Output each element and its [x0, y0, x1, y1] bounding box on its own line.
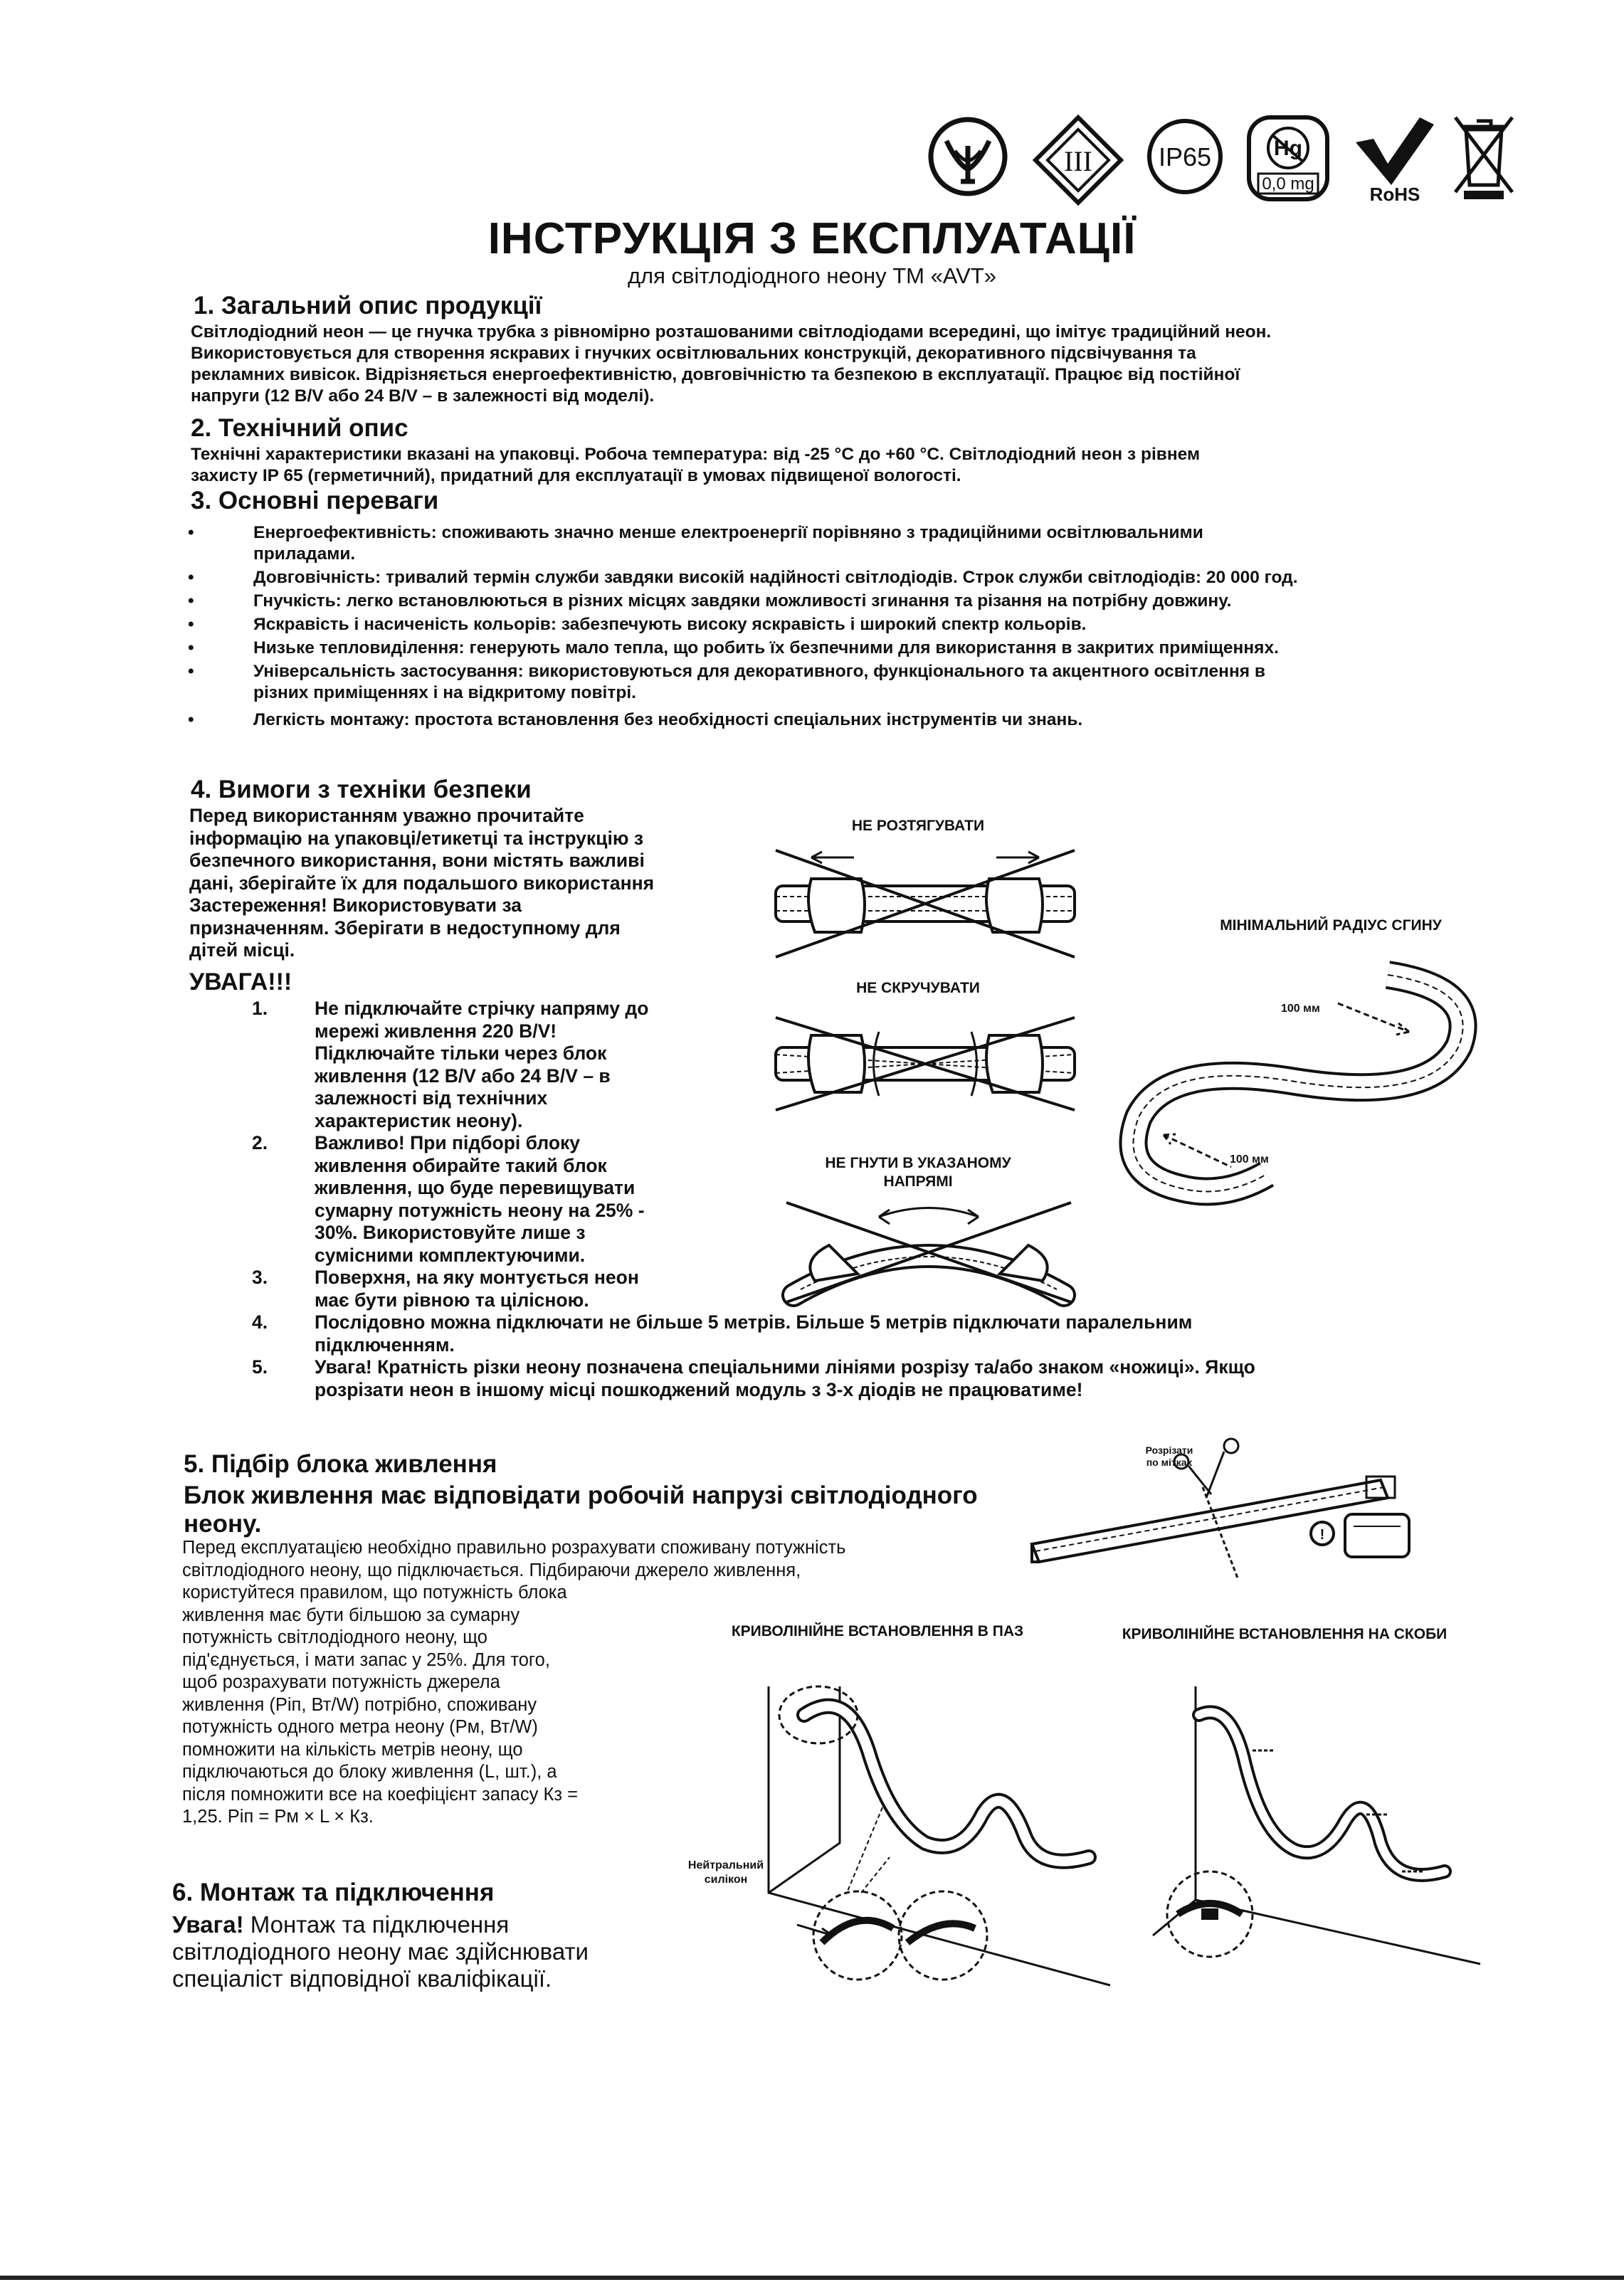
no-bend-line: НАПРЯМІ: [883, 1173, 953, 1190]
section-4-heading: 4. Вимоги з техніки безпеки: [191, 776, 532, 803]
s5-line: живлення (Рiп, Вт/W) потрібно, споживану: [182, 1694, 537, 1715]
no-stretch-label: НЕ РОЗТЯГУВАТИ: [851, 818, 985, 834]
ukrsepro-mark-icon: [925, 114, 1011, 199]
list-number: 1.: [252, 998, 268, 1019]
item-line: Поверхня, на яку монтується неон: [315, 1267, 639, 1288]
item-line: сумарну потужність неону на 25% -: [315, 1199, 645, 1221]
min-radius-label: МІНІМАЛЬНИЙ РАДІУС СГИНУ: [1220, 917, 1442, 934]
section-1-body: [191, 322, 1443, 407]
benefit-line: Низьке тепловиділення: генерують мало тепла, що робить їх безпечними для використання в закритих приміщеннях.: [253, 638, 1279, 657]
rohs-text: RoHS: [1369, 184, 1420, 205]
s6-line: світлодіодного неону має здійснювати: [172, 1938, 589, 1965]
benefit-line: різних приміщеннях і на відкритому повітрі.: [253, 683, 636, 702]
item-line: Підключайте тільки через блок: [315, 1042, 607, 1064]
radius-top-label: 100 мм: [1281, 1003, 1320, 1015]
list-item: [252, 1311, 1453, 1356]
s5-line: помножити на кількість метрів неону, що: [182, 1739, 523, 1760]
item-line: Не підключайте стрічку напряму до: [315, 998, 649, 1019]
s5-line: світлодіодного неону, що підключається. Підбираючи джерело живлення,: [182, 1560, 801, 1580]
benefit-line: Довговічність: тривалий термін служби завдяки високій надійності світлодіодів. Строк служби світлодіодів: 20 000 год.: [253, 568, 1298, 587]
page-title: ІНСТРУКЦІЯ З ЕКСПЛУАТАЦІЇ: [487, 214, 1137, 263]
s5-line: 1,25. Рiп = Рм × L × Кз.: [182, 1807, 374, 1827]
certification-icons: [925, 114, 1523, 206]
s1-line: Світлодіодний неон — це гнучка трубка з рівномірно розташованими світлодіодами всередині, що імітує традиційний неон.: [191, 322, 1272, 342]
item-line: Важливо! При підборі блоку: [315, 1132, 581, 1153]
hg-text: Hg: [1274, 137, 1302, 160]
s1-line: Використовується для створення яскравих і гнучких освітлювальних конструкцій, декоративного підсвічування та: [191, 344, 1196, 363]
benefit-line: Універсальність застосування: використовуються для декоративного, функціонального та акцентного освітлення в: [253, 662, 1265, 681]
benefit-line: Гнучкість: легко встановлюються в різних місцях завдяки можливості згинання та різання на потрібну довжину.: [253, 591, 1232, 611]
item-line: підключенням.: [315, 1333, 455, 1356]
s1-line: напруги (12 В/V або 24 В/V – в залежності від моделі).: [191, 386, 655, 406]
s2-line: захисту IP 65 (герметичний), придатний для експлуатації в умовах підвищеної вологості.: [191, 466, 961, 485]
section-5-heading: 5. Підбір блока живлення: [184, 1450, 497, 1478]
section-2-heading: 2. Технічний опис: [191, 414, 408, 442]
item-line: живлення (12 В/V або 24 В/V – в: [315, 1065, 611, 1087]
bullet-icon: •: [188, 591, 194, 611]
rohs-check-icon: [1352, 114, 1438, 203]
bullet-icon: •: [188, 710, 194, 729]
bracket-install-figure: [1139, 1658, 1494, 2000]
s6-warning-lead: Увага!: [172, 1911, 244, 1938]
s5-line: під'єднується, і мати запас у 25%. Для того,: [182, 1649, 550, 1670]
s5-line: потужність світлодіодного неону, що: [182, 1627, 487, 1647]
s1-line: рекламних вивісок. Відрізняється енергоефективністю, довговічністю та безпекою в експлуатації. Працює від постійної: [191, 365, 1240, 384]
mercury-free-icon: [1245, 114, 1331, 203]
silicone-line: силікон: [704, 1874, 748, 1886]
hg-value-text: 0,0 mg: [1262, 174, 1314, 194]
ip65-circle-icon: [1142, 114, 1228, 199]
s5-line: після помножити все на коефіцієнт запасу Кз =: [182, 1784, 578, 1805]
list-item: [188, 614, 1463, 635]
s5-line: живлення має бути більшою за сумарну: [182, 1605, 520, 1625]
section-1-heading: 1. Загальний опис продукції: [194, 292, 542, 319]
subheading-line: неону.: [184, 1510, 262, 1538]
radius-bottom-label: 100 мм: [1230, 1153, 1269, 1166]
svg-text:!: !: [1319, 1527, 1325, 1543]
item-line: 30%. Використовуйте лише з: [315, 1222, 586, 1243]
bullet-icon: •: [188, 523, 194, 542]
list-number: 2.: [252, 1132, 268, 1153]
list-number: 5.: [252, 1356, 268, 1378]
list-item: [188, 638, 1463, 659]
silicone-label: [680, 1859, 772, 1887]
bullet-icon: •: [188, 638, 194, 657]
item-line: розрізати неон в іншому місці пошкоджений модуль з 3-х діодів не працюватиме!: [315, 1378, 1083, 1400]
subheading-line: Блок живлення має відповідати робочій напрузі світлодіодного: [184, 1481, 978, 1509]
no-bend-figure: [772, 1195, 1085, 1309]
s5-line: Перед експлуатацією необхідно правильно розрахувати споживану потужність: [182, 1538, 846, 1558]
item-line: живлення обирайте такий блок: [315, 1154, 607, 1176]
list-item: [252, 1356, 1453, 1401]
min-radius-figure: [1082, 961, 1502, 1231]
benefit-line: приладами.: [253, 544, 356, 564]
s5-line: користуйтеся правилом, що потужність блока: [182, 1583, 567, 1602]
no-bend-line: НЕ ГНУТИ В УКАЗАНОМУ: [825, 1155, 1011, 1171]
groove-install-figure: [754, 1658, 1124, 2000]
item-line: залежності від технічних: [315, 1087, 548, 1109]
benefit-line: Легкість монтажу: простота встановлення без необхідності спеціальних інструментів чи знань.: [253, 710, 1083, 729]
benefit-line: Яскравість і насиченість кольорів: забезпечують високу яскравість і широкий спектр кольорів.: [253, 615, 1087, 634]
bracket-install-label: КРИВОЛІНІЙНЕ ВСТАНОВЛЕННЯ НА СКОБИ: [1122, 1626, 1448, 1642]
no-twist-figure: [761, 1003, 1089, 1124]
s2-line: Технічні характеристики вказані на упаковці. Робоча температура: від -25 °С до +60 °С. Світлодіодний неон з рівнем: [191, 445, 1201, 464]
intro-line: призначенням. Зберігати в недоступному для: [189, 917, 621, 939]
section-3-heading: 3. Основні переваги: [191, 487, 439, 514]
list-item: [188, 522, 1463, 565]
list-item: [188, 661, 1463, 704]
item-line: мережі живлення 220 В/V!: [315, 1020, 557, 1042]
silicone-line: Нейтральний: [687, 1859, 764, 1871]
no-stretch-figure: [761, 843, 1089, 964]
no-bend-label: [783, 1154, 1053, 1191]
item-line: характеристик неону).: [315, 1109, 523, 1131]
list-number: 4.: [252, 1311, 268, 1333]
s6-first-line-rest: Монтаж та підключення: [243, 1911, 510, 1938]
cut-line: Розрізати: [1145, 1444, 1193, 1456]
scan-edge-divider: [0, 2276, 1624, 2280]
item-line: живлення, що буде перевищувати: [315, 1177, 636, 1198]
page-subtitle: для світлодіодного неону ТМ «AVT»: [627, 263, 997, 288]
safety-intro: [189, 805, 730, 962]
list-item: [188, 591, 1463, 612]
s6-line: спеціаліст відповідної кваліфікації.: [172, 1965, 552, 1992]
intro-line: Перед використанням уважно прочитайте: [189, 805, 584, 826]
groove-install-label: КРИВОЛІНІЙНЕ ВСТАНОВЛЕННЯ В ПАЗ: [731, 1623, 1024, 1639]
s5-line: підключаються до блоку живлення (L, шт.), а: [182, 1762, 557, 1782]
s5-line: щоб розрахувати потужність джерела: [182, 1672, 500, 1692]
item-line: Послідовно можна підключати не більше 5 метрів. Більше 5 метрів підключати паралельним: [315, 1311, 1193, 1333]
section-6-heading: 6. Монтаж та підключення: [172, 1879, 495, 1906]
item-line: сумісними комплектуючими.: [315, 1244, 586, 1266]
cut-figure: [1025, 1437, 1423, 1587]
intro-line: інформацію на упаковці/етикетці та інструкцію з: [189, 827, 643, 849]
no-twist-label: НЕ СКРУЧУВАТИ: [856, 980, 980, 996]
bullet-icon: •: [188, 615, 194, 634]
class-iii-diamond-icon: [1032, 114, 1124, 206]
item-line: Увага! Кратність різки неону позначена спеціальними лініями розрізу та/або знаком «ножиці». Якщо: [315, 1356, 1255, 1378]
class-iii-text: III: [1064, 145, 1092, 177]
weee-bin-icon: [1448, 114, 1519, 203]
section-5-subheading: [184, 1481, 1038, 1538]
bullet-icon: •: [188, 568, 194, 587]
warning-label: УВАГА!!!: [189, 968, 292, 995]
list-item: [188, 709, 1463, 731]
ip65-text: IP65: [1158, 142, 1212, 171]
section-2-body: [191, 444, 1443, 487]
s6-line: [172, 1911, 742, 1938]
bullet-icon: •: [188, 662, 194, 681]
s5-line: потужність одного метра неону (Рм, Вт/W): [182, 1717, 538, 1737]
intro-line: дітей місці.: [189, 939, 295, 961]
intro-line: дані, зберігайте їх для подальшого використання: [189, 872, 655, 894]
benefit-line: Енергоефективність: споживають значно менше електроенергії порівняно з традиційними освітлювальними: [253, 523, 1203, 542]
cut-line: по мітках: [1146, 1457, 1193, 1468]
section-6-body: [172, 1911, 742, 1992]
item-line: має бути рівною та цілісною.: [315, 1289, 589, 1311]
list-number: 3.: [252, 1267, 268, 1288]
intro-line: Застереження! Використовувати за: [189, 894, 522, 916]
list-item: [188, 567, 1463, 588]
intro-line: безпечного використання, вони містять важливі: [189, 850, 645, 871]
benefits-list: [188, 522, 1463, 731]
